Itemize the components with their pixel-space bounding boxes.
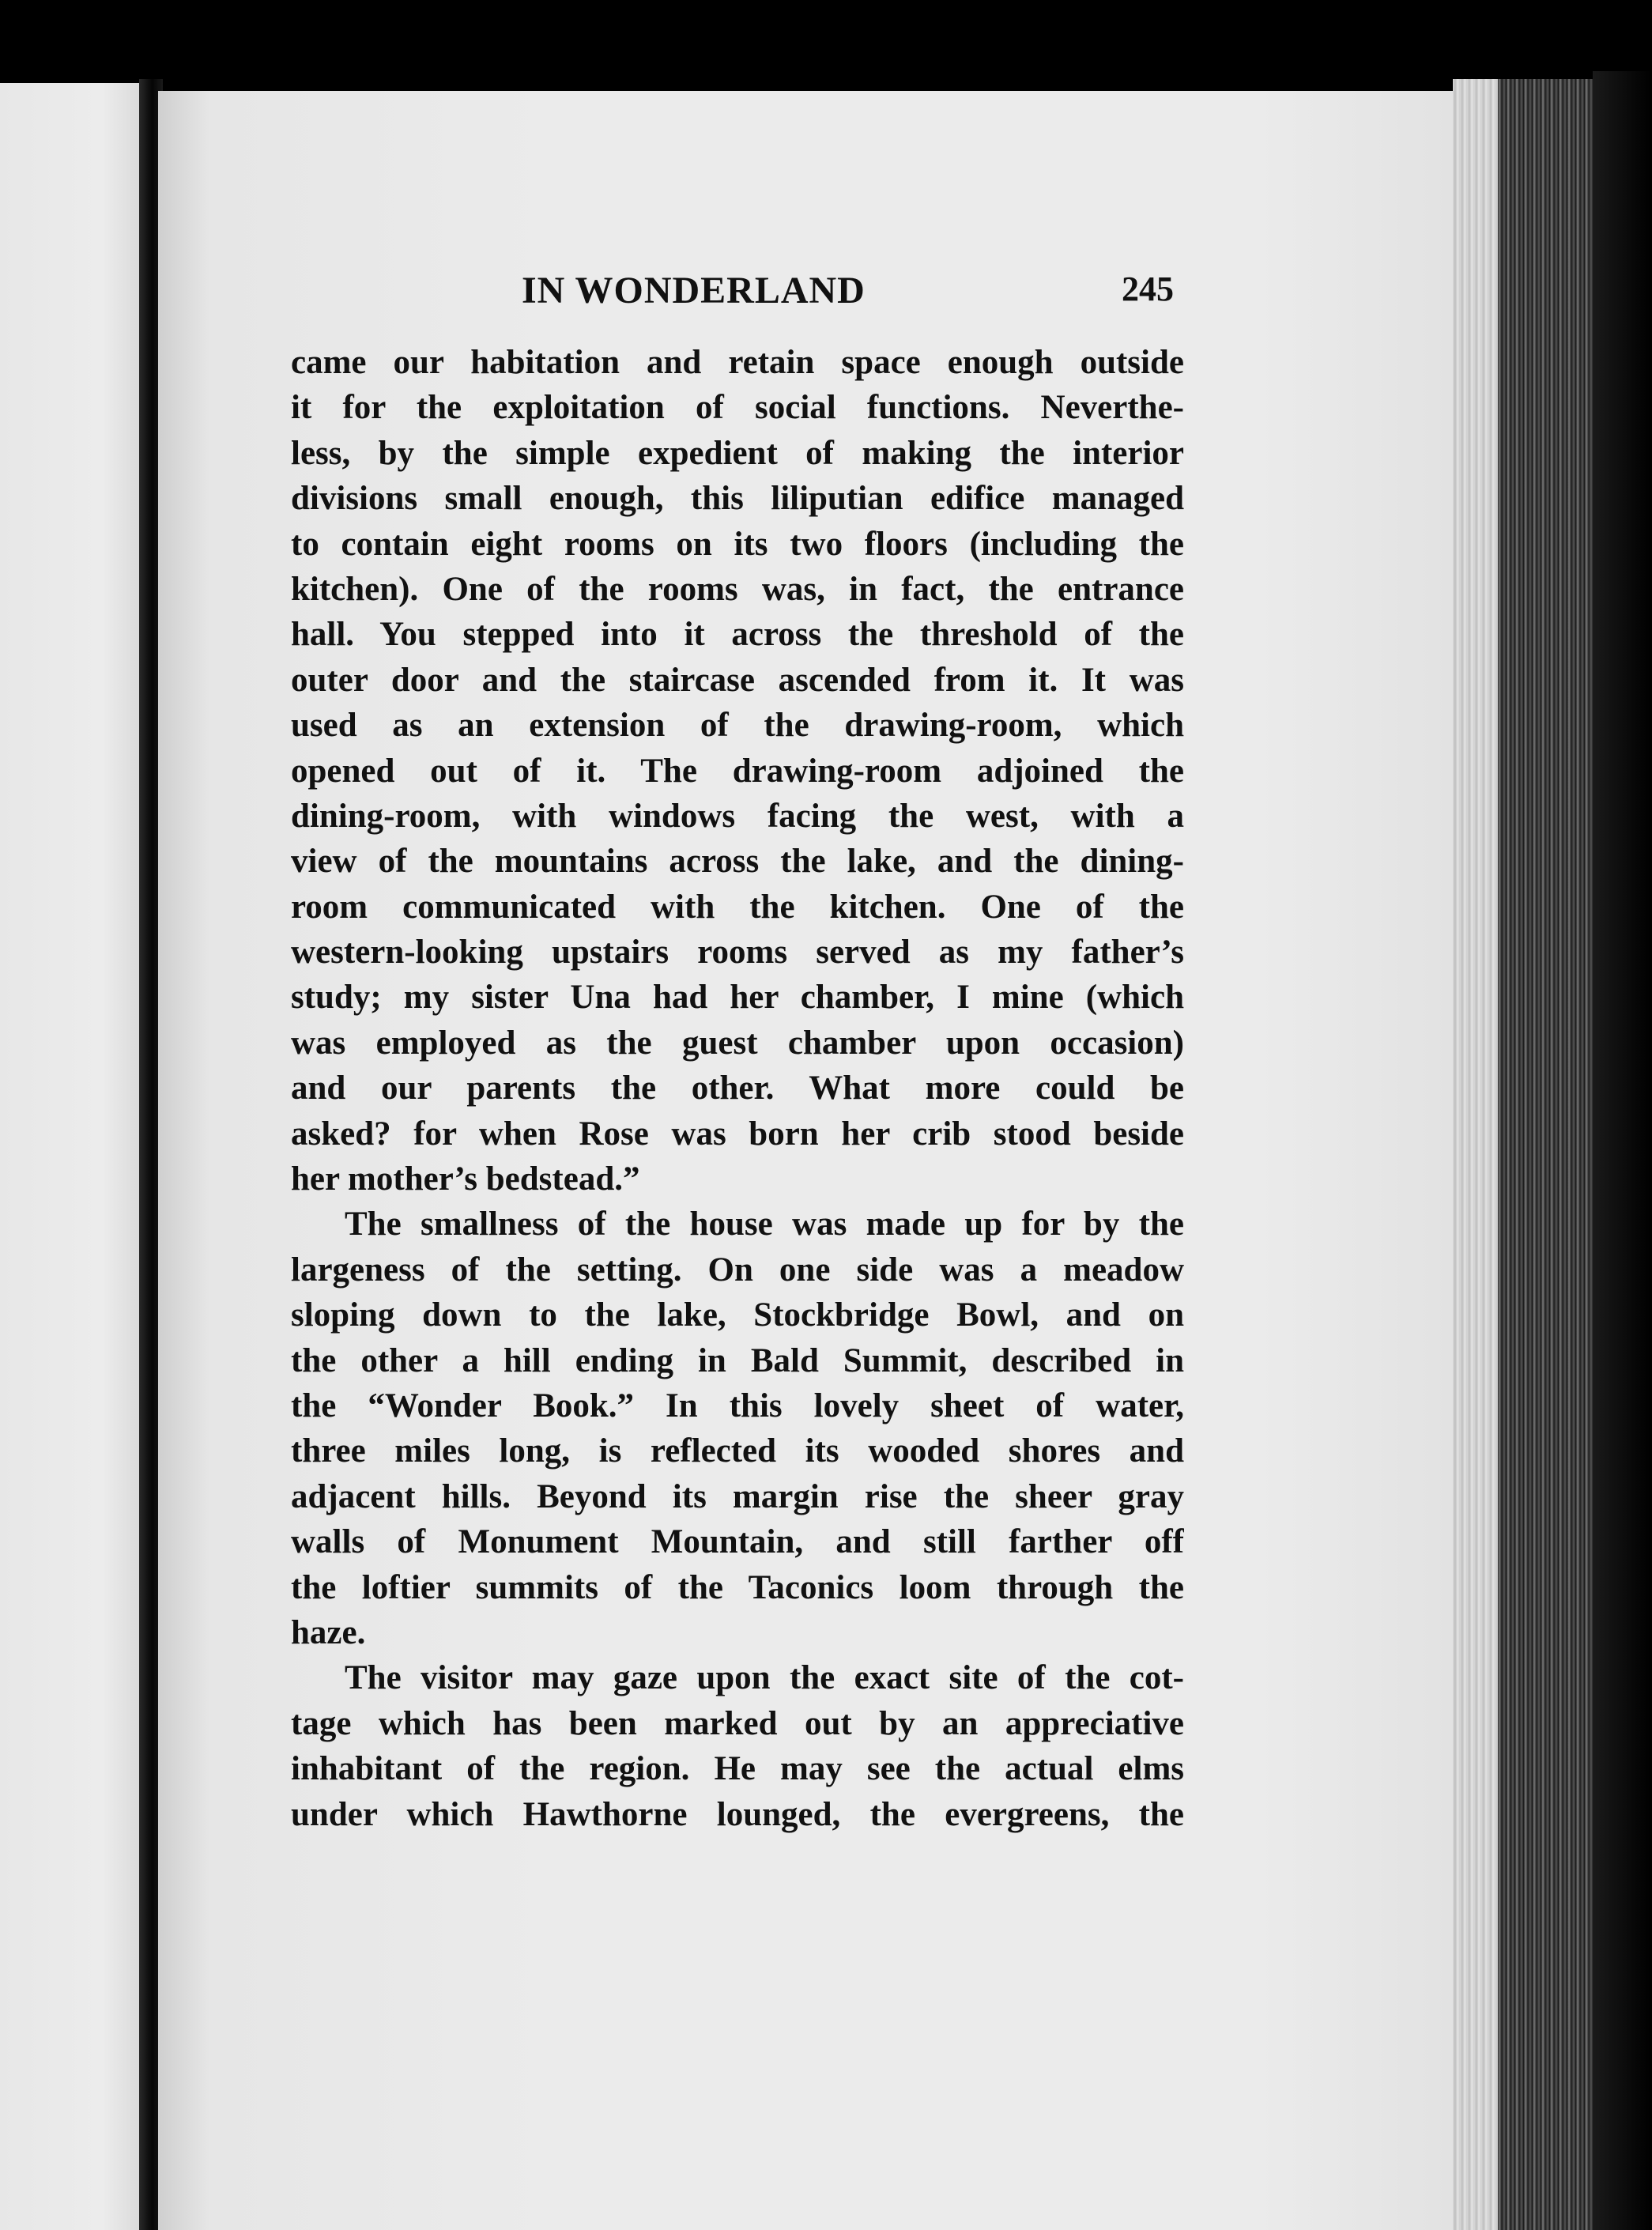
left-page xyxy=(0,83,146,2230)
text-line: was employed as the guest chamber upon occasion) xyxy=(291,1024,1184,1062)
text-line: room communicated with the kitchen. One of the xyxy=(291,888,1184,926)
text-line: western-looking upstairs rooms served as my father’s xyxy=(291,934,1184,972)
text-line: the other a hill ending in Bald Summit, described in xyxy=(291,1341,1184,1379)
text-line: hall. You stepped into it across the threshold of the xyxy=(291,616,1184,654)
book-fore-edge xyxy=(1498,79,1593,2230)
page-edges xyxy=(1453,79,1500,2230)
text-line: opened out of it. The drawing-room adjoined the xyxy=(291,752,1184,790)
text-line: three miles long, is reflected its wooded shores and xyxy=(291,1432,1184,1470)
text-line: asked? for when Rose was born her crib stood beside xyxy=(291,1115,1184,1153)
text-line: adjacent hills. Beyond its margin rise the sheer gray xyxy=(291,1477,1184,1515)
page-number: 245 xyxy=(1122,270,1174,308)
text-line: came our habitation and retain space enough outside xyxy=(291,344,1184,381)
running-title: IN WONDERLAND xyxy=(522,270,866,311)
text-line: inhabitant of the region. He may see the actual elms xyxy=(291,1750,1184,1788)
text-line: The smallness of the house was made up for by the xyxy=(345,1206,1184,1243)
text-line: largeness of the setting. On one side was a meadow xyxy=(291,1251,1184,1289)
text-line: less, by the simple expedient of making the interior xyxy=(291,434,1184,472)
text-line: kitchen). One of the rooms was, in fact, the entrance xyxy=(291,570,1184,608)
text-line: The visitor may gaze upon the exact site of the cot- xyxy=(345,1659,1184,1697)
text-line: the “Wonder Book.” In this lovely sheet of water, xyxy=(291,1387,1184,1424)
text-line: it for the exploitation of social functions. Neverthe- xyxy=(291,389,1184,427)
book-cover-edge xyxy=(1593,71,1652,2230)
text-line: view of the mountains across the lake, and the dining- xyxy=(291,843,1184,881)
text-line: her mother’s bedstead.” xyxy=(291,1160,640,1198)
text-line: dining-room, with windows facing the west, with a xyxy=(291,797,1184,835)
text-line: under which Hawthorne lounged, the evergreens, the xyxy=(291,1795,1184,1833)
text-line: tage which has been marked out by an appreciative xyxy=(291,1704,1184,1742)
text-line: to contain eight rooms on its two floors (including the xyxy=(291,525,1184,563)
text-line: haze. xyxy=(291,1613,366,1651)
text-line: divisions small enough, this liliputian edifice managed xyxy=(291,480,1184,518)
text-line: walls of Monument Mountain, and still farther off xyxy=(291,1523,1184,1561)
text-line: sloping down to the lake, Stockbridge Bowl, and on xyxy=(291,1296,1184,1334)
body-text xyxy=(291,340,1184,1837)
text-line: and our parents the other. What more could be xyxy=(291,1070,1184,1107)
text-line: used as an extension of the drawing-room, which xyxy=(291,707,1184,745)
text-line: study; my sister Una had her chamber, I mine (which xyxy=(291,979,1184,1017)
text-line: outer door and the staircase ascended from it. It was xyxy=(291,661,1184,699)
page-header xyxy=(292,269,1174,326)
text-line: the loftier summits of the Taconics loom through the xyxy=(291,1568,1184,1606)
